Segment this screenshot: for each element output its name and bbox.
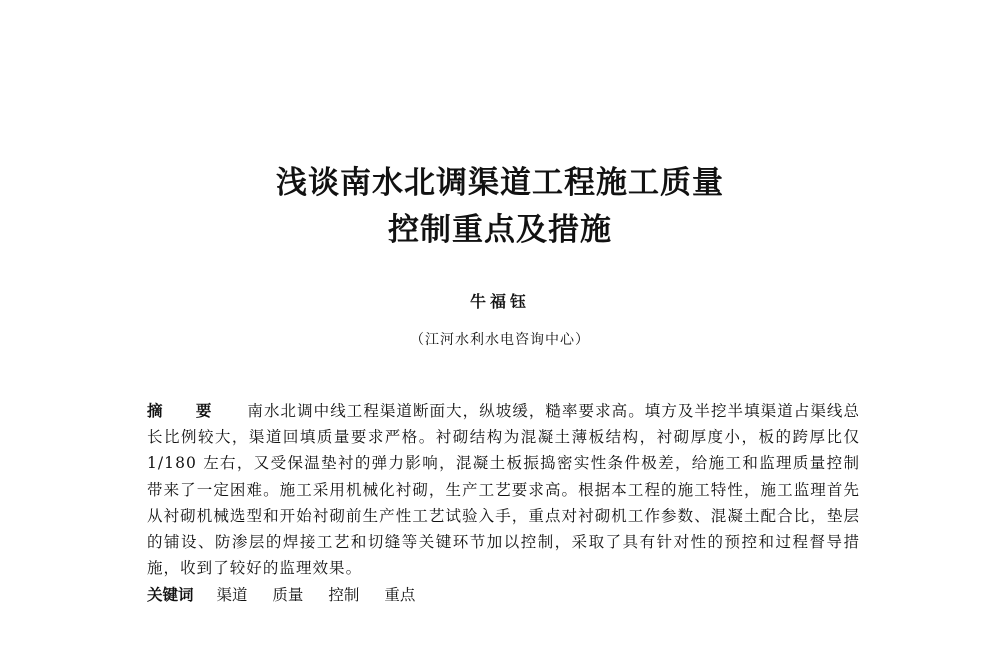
author-name: 牛福钰	[469, 292, 530, 311]
author-affiliation: （江河水利水电咨询中心）	[410, 332, 590, 348]
keyword-item: 控制	[328, 586, 360, 604]
keywords	[147, 582, 435, 608]
abstract-label: 摘 要	[147, 402, 226, 420]
keywords-label: 关键词	[147, 586, 194, 604]
keyword-item: 渠道	[216, 586, 248, 604]
paper-title-line-1: 浅谈南水北调渠道工程施工质量	[276, 165, 724, 201]
keyword-item: 重点	[384, 586, 416, 604]
paper-title	[0, 160, 1000, 254]
paper-title-line-2: 控制重点及措施	[388, 212, 612, 248]
keyword-item: 质量	[272, 586, 304, 604]
abstract-text: 南水北调中线工程渠道断面大，纵坡缓，糙率要求高。填方及半挖半填渠道占渠线总长比例较大，渠道回填质量要求严格。衬砌结构为混凝土薄板结构，衬砌厚度小，板的跨厚比仅 1/180 左右，又受保温垫衬的弹力影响，混凝土板振捣密实性条件极差，给施工和监理质量控制带来了一定困难。施工采用机械化衬砌，生产工艺要求高。根据本工程的施工特性，施工监理首先从衬砌机械选型和开始衬砌前生产性工艺试验入手，重点对衬砌机工作参数、混凝土配合比，垫层的铺设、防渗层的焊接工艺和切缝等关键环节加以控制，采取了具有针对性的预控和过程督导措施，收到了较好的监理效果。	[147, 402, 860, 578]
abstract	[147, 398, 860, 581]
